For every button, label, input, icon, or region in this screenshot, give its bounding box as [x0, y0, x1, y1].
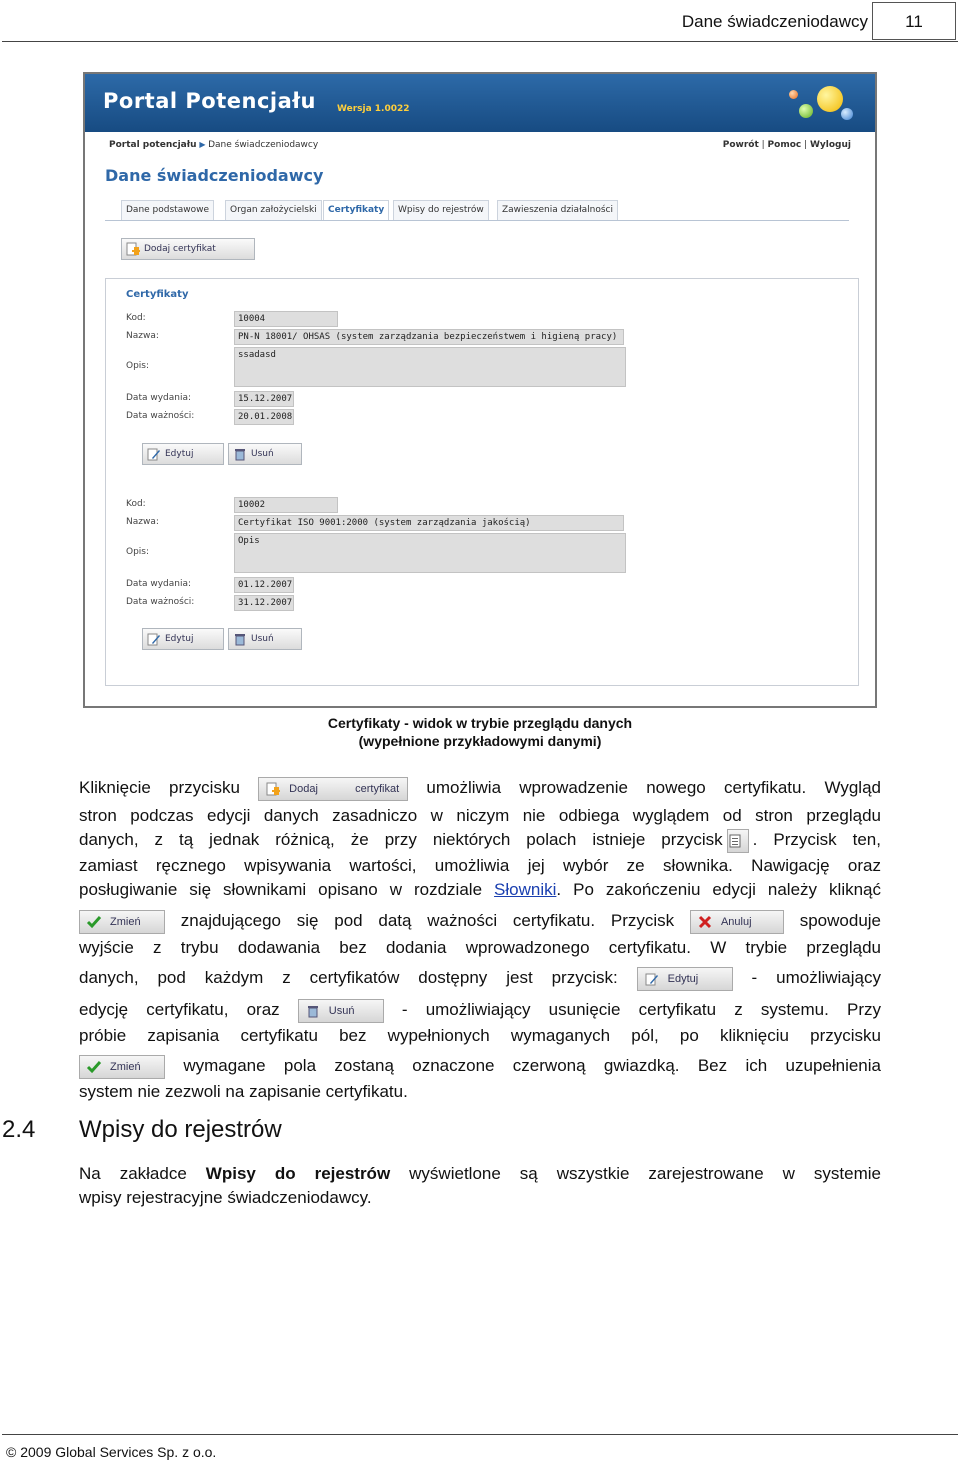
footer-copyright: © 2009 Global Services Sp. z o.o.: [6, 1444, 217, 1460]
delete-button[interactable]: Usuń: [228, 628, 302, 650]
checkmark-icon: [86, 915, 102, 929]
portal-screenshot: [83, 72, 877, 708]
certificates-panel: [105, 278, 859, 686]
field-issue-date: 01.12.2007: [234, 577, 294, 593]
red-x-icon: [697, 915, 713, 929]
breadcrumb-arrow-icon: ▶: [199, 140, 209, 149]
add-document-icon: [126, 242, 140, 256]
logo-balls-icon: [789, 84, 859, 124]
dictionaries-link[interactable]: Słowniki: [494, 880, 557, 899]
field-name: PN-N 18001/ OHSAS (system zarządzania bezpieczeństwem i higieną pracy): [234, 329, 624, 345]
running-header-title: Dane świadczeniodawcy: [681, 12, 868, 31]
header-rule: [2, 41, 958, 42]
body-paragraph: Kliknięcie przycisku Dodaj certyfikat umożliwia wprowadzenie nowego certyfikatu. Wygląd stron podczas edycji danych zasadniczo w niczym nie odbiega wyglądem od stron przeglądu danych, z tą jednak różnicą, że przy niektórych polach istnieje przycisk . Przycisk ten, zamiast ręcznego wpisywania wartości, umożliwia jej wybór ze słownika. Nawigację oraz posługiwanie się słownikami opisano w rozdziale Słowniki. Po zakończeniu edycji należy kliknąć Zmień znajdującego się pod datą ważności certyfikatu. Przycisk Anuluj spowoduje wyjście z trybu dodawania bez dodania wprowadzonego certyfikatu. W trybie przeglądu danych, pod każdym z certyfikatów dostępny jest przycisk: Edytuj - umożliwiający edycję certyfikatu, oraz Usuń - umożliwiający usunięcie certyfikatu z systemu. Przy próbie zapisania certyfikatu bez wypełnionych wymaganych pól, po kliknięciu przycisku Zmień wymagane pola zostaną oznaczone czerwoną gwiazdką. Bez ich uzupełnienia system nie zezwoli na zapisanie certyfikatu.: [79, 778, 882, 1101]
top-links: Powrót | Pomoc | Wyloguj: [722, 140, 851, 150]
inline-add-certificate-button: Dodaj certyfikat: [258, 777, 408, 801]
pencil-icon: [644, 972, 660, 986]
trash-icon: [233, 447, 247, 461]
link-logout[interactable]: Wyloguj: [810, 140, 851, 150]
pencil-icon: [147, 632, 161, 646]
field-expiry-date: 31.12.2007: [234, 595, 294, 611]
inline-change-button: Zmień: [79, 910, 165, 934]
app-name: Portal Potencjału: [103, 89, 317, 113]
field-description: ssadasd: [234, 347, 626, 387]
trash-icon: [305, 1004, 321, 1018]
label-issue-date: Data wydania:: [126, 579, 192, 589]
checkmark-icon: [86, 1060, 102, 1074]
breadcrumb-current: Dane świadczeniodawcy: [208, 140, 319, 150]
inline-delete-button: Usuń: [298, 999, 384, 1023]
label-name: Nazwa:: [126, 517, 159, 527]
tab-certificates[interactable]: Certyfikaty: [323, 200, 389, 220]
section-paragraph: Na zakładce Wpisy do rejestrów wyświetlone są wszystkie zarejestrowane w systemie wpisy rejestracyjne świadczeniodawcy.: [79, 1164, 881, 1207]
tab-registry-entries[interactable]: Wpisy do rejestrów: [393, 200, 489, 220]
link-help[interactable]: Pomoc: [767, 140, 802, 150]
edit-button[interactable]: Edytuj: [142, 443, 224, 465]
field-issue-date: 15.12.2007: [234, 391, 294, 407]
tab-founding-body[interactable]: Organ założycielski: [225, 200, 322, 220]
field-name: Certyfikat ISO 9001:2000 (system zarządzania jakością): [234, 515, 624, 531]
add-document-icon: [265, 782, 281, 796]
link-back[interactable]: Powrót: [722, 140, 759, 150]
app-banner: [85, 74, 875, 132]
tab-bar: [105, 200, 849, 221]
inline-edit-button: Edytuj: [637, 967, 733, 991]
field-description: Opis: [234, 533, 626, 573]
page-title: Dane świadczeniodawcy: [105, 166, 324, 185]
section-number: 2.4: [2, 1116, 36, 1143]
app-version: Wersja 1.0022: [337, 104, 410, 114]
tab-suspensions[interactable]: Zawieszenia działalności: [497, 200, 618, 220]
field-code: 10004: [234, 311, 338, 327]
trash-icon: [233, 632, 247, 646]
field-expiry-date: 20.01.2008: [234, 409, 294, 425]
label-expiry-date: Data ważności:: [126, 597, 195, 607]
edit-button[interactable]: Edytuj: [142, 628, 224, 650]
pencil-icon: [147, 447, 161, 461]
panel-title: Certyfikaty: [126, 289, 189, 300]
tab-basic-data[interactable]: Dane podstawowe: [121, 200, 214, 220]
field-code: 10002: [234, 497, 338, 513]
footer-rule: [2, 1434, 958, 1435]
dictionary-icon: [727, 829, 749, 853]
label-expiry-date: Data ważności:: [126, 411, 195, 421]
breadcrumb: [109, 140, 318, 150]
figure-caption: Certyfikaty - widok w trybie przeglądu danych (wypełnione przykładowymi danymi): [327, 715, 633, 749]
add-certificate-button[interactable]: Dodaj certyfikat: [121, 238, 255, 260]
inline-change-button: Zmień: [79, 1055, 165, 1079]
label-code: Kod:: [126, 313, 146, 323]
label-description: Opis:: [126, 547, 150, 557]
label-name: Nazwa:: [126, 331, 159, 341]
delete-button[interactable]: Usuń: [228, 443, 302, 465]
label-issue-date: Data wydania:: [126, 393, 192, 403]
section-title: Wpisy do rejestrów: [79, 1116, 282, 1143]
label-description: Opis:: [126, 361, 150, 371]
inline-cancel-button: Anuluj: [690, 910, 784, 934]
label-code: Kod:: [126, 499, 146, 509]
breadcrumb-home[interactable]: Portal potencjału: [109, 140, 197, 150]
page-number: 11: [872, 2, 956, 40]
